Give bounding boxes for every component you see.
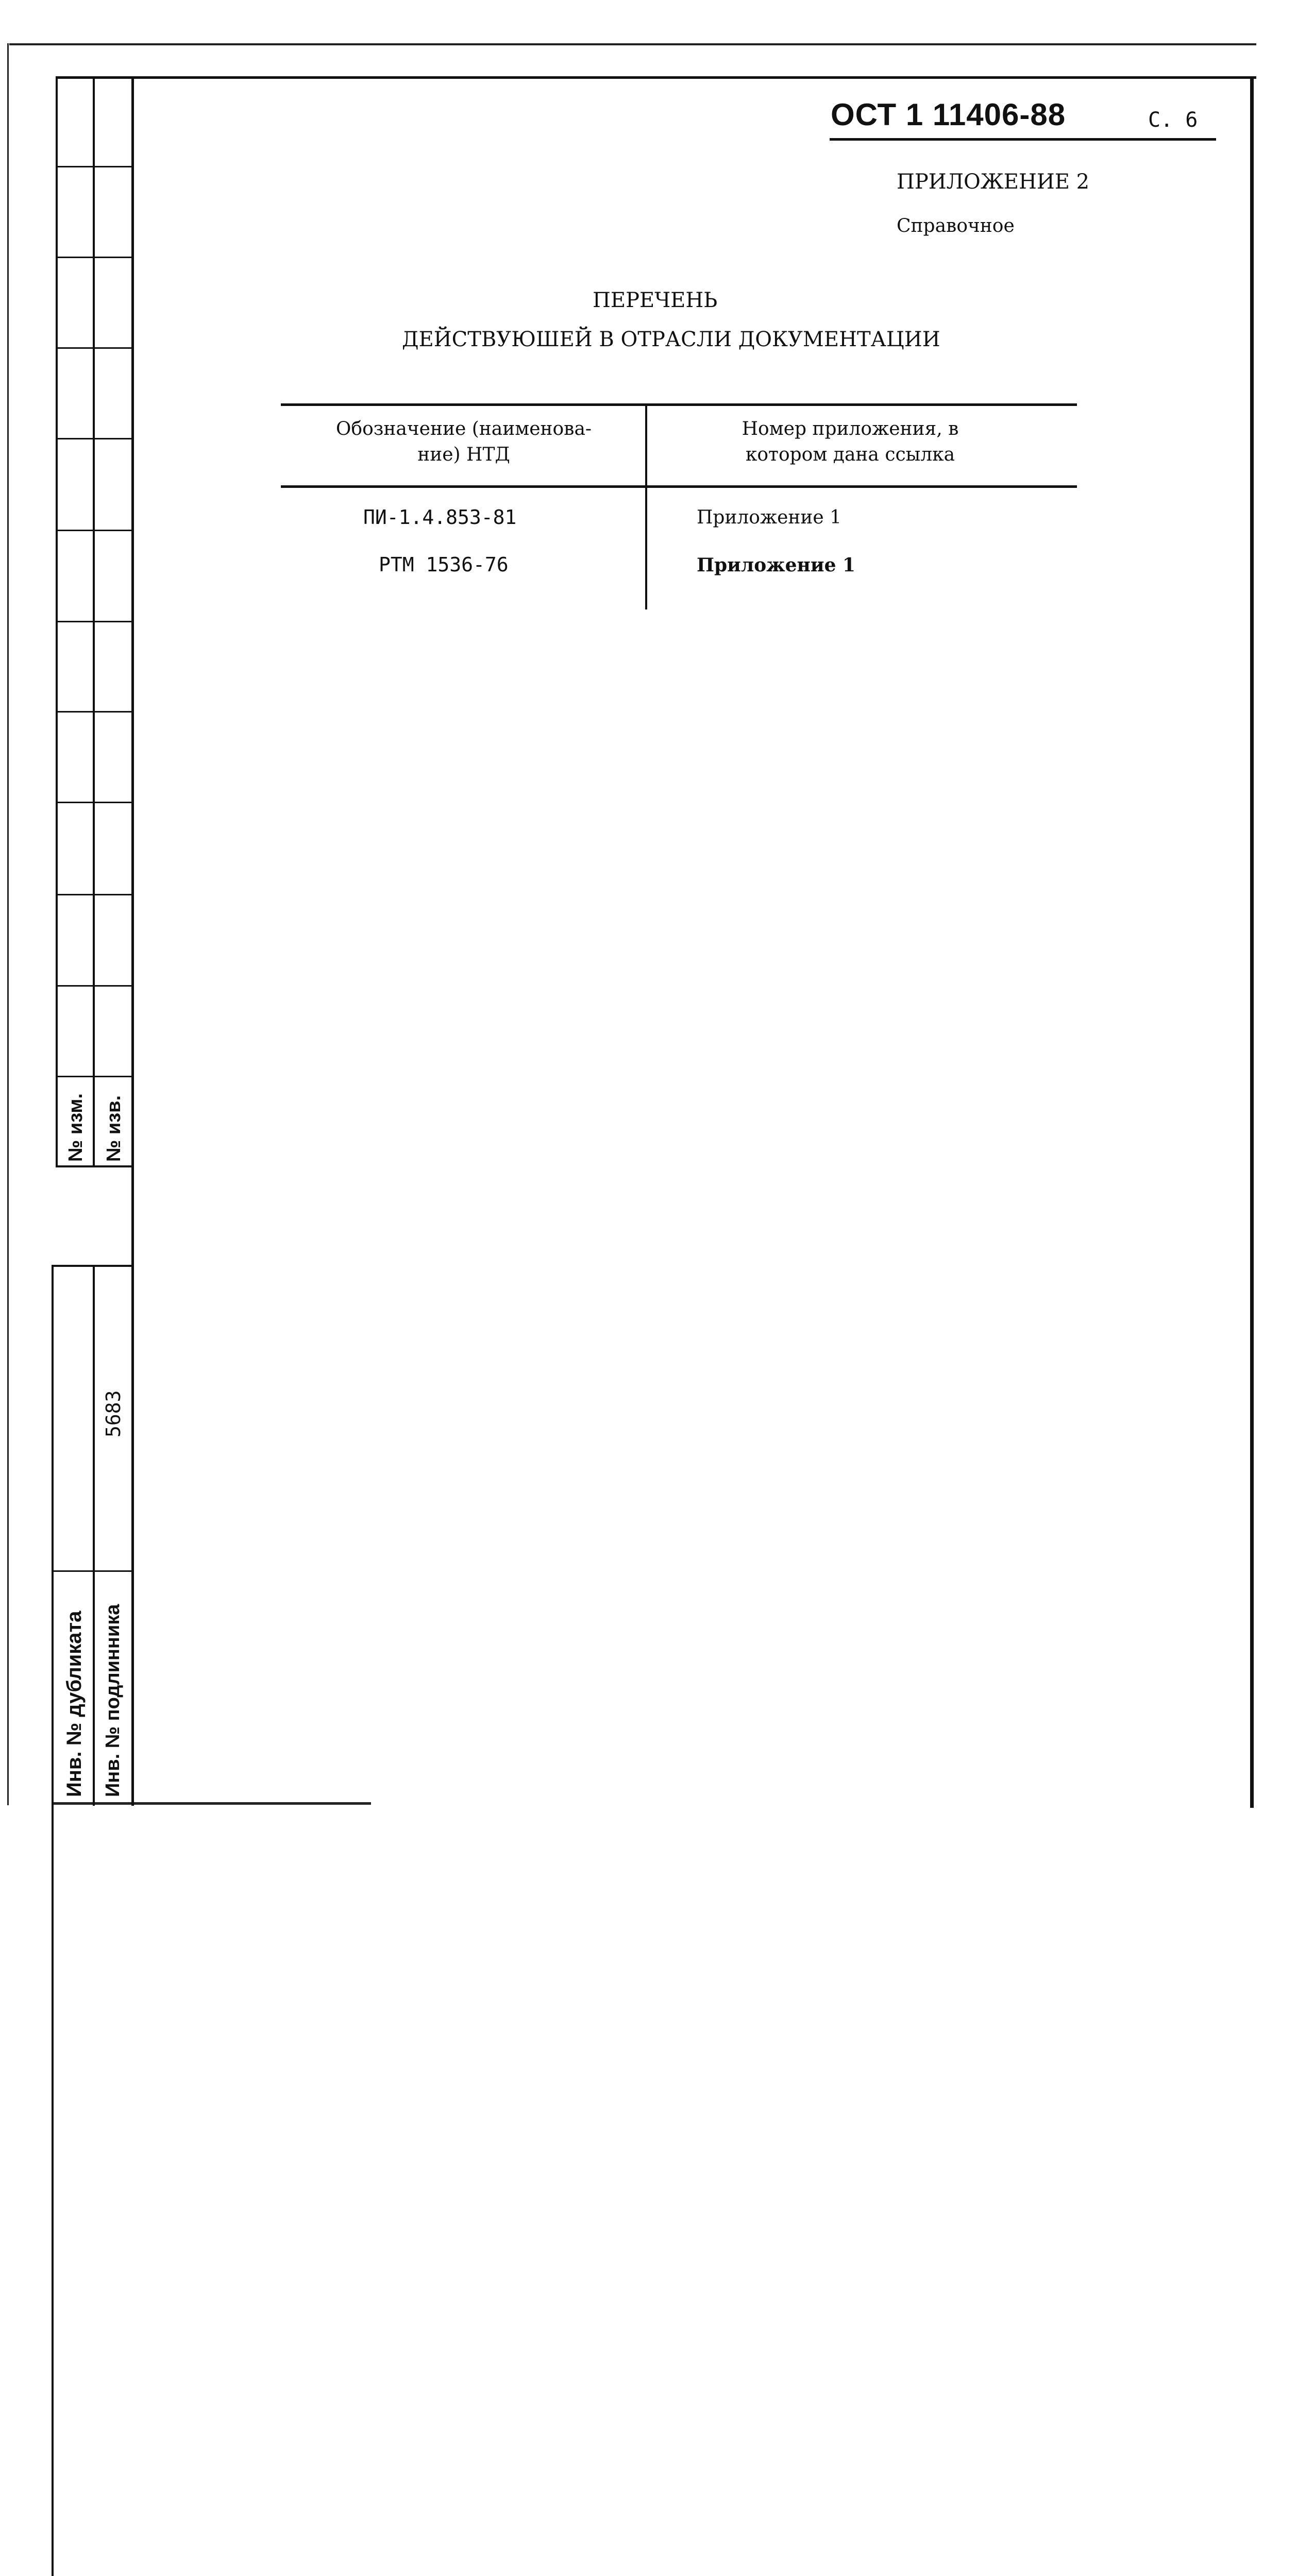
table-row-1-appendix: Приложение 1 — [697, 507, 842, 528]
frame-inner-top — [56, 76, 1256, 79]
change-no-label: № изм. — [65, 1093, 87, 1162]
frame-bottom — [52, 1802, 371, 1805]
appendix-label: ПРИЛОЖЕНИЕ 2 — [897, 170, 1090, 194]
table-header-appendix: Номер приложения, в котором дана ссылка — [742, 418, 959, 465]
duplicate-inv-label: Инв. № дубликата — [63, 1611, 86, 1797]
original-inv-value: 5683 — [102, 1390, 125, 1437]
table-column-divider — [645, 403, 647, 609]
page-number: С. 6 — [1148, 108, 1198, 132]
document-code: ОСТ 1 11406-88 — [831, 97, 1066, 132]
table-header-rule — [281, 485, 1077, 488]
page-title-line2: ДЕЙСТВУЮШЕЙ В ОТРАСЛИ ДОКУМЕНТАЦИИ — [402, 328, 940, 351]
page-title-line1: ПЕРЕЧЕНЬ — [593, 289, 718, 312]
table-row-1-designation: ПИ-1.4.853-81 — [363, 506, 517, 529]
header-rule — [830, 138, 1216, 141]
frame-outer-top — [9, 43, 1256, 45]
appendix-type: Справочное — [897, 215, 1015, 236]
notice-no-label: № изв. — [103, 1095, 125, 1162]
table-top-rule — [281, 403, 1077, 406]
frame-outer-left — [7, 43, 9, 1805]
table-row-2-appendix: Приложение 1 — [697, 554, 856, 576]
original-inv-label: Инв. № подлинника — [102, 1604, 124, 1797]
table-row-2-designation: РТМ 1536-76 — [379, 553, 509, 576]
frame-right — [1250, 76, 1254, 1808]
table-header-designation: Обозначение (наименова- ние) НТД — [335, 418, 592, 465]
